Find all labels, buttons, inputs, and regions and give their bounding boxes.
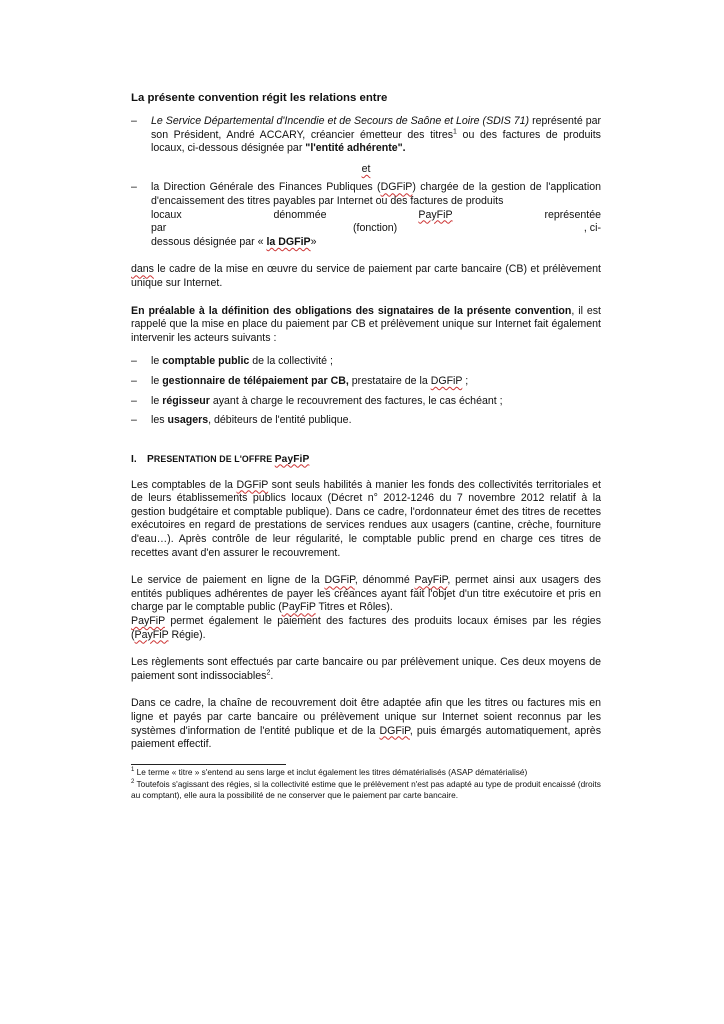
list-dash: – xyxy=(131,115,137,127)
paragraph-payfip-service: Le service de paiement en ligne de la DGFiP, dénommé PayFiP, permet ainsi aux usagers des entités publiques adhérentes de payer les créances ayant fait l'objet d'un titre exécutoire et pris en charge par le comptable public (PayFiP Titres et Rôles). PayFiP permet également le paiement des factures des produits locaux émises par les régies (PayFiP Régie). xyxy=(131,574,601,641)
party-sdis-text-a: représenté par son Président, André ACCARY, créancier émetteur des titres xyxy=(151,115,602,141)
paragraph-comptables: Les comptables de la DGFiP sont seuls habilités à manier les fonds des collectivités territoriales et de leurs établissements publics locaux (Décret n° 2012-1246 du 7 novembre 2012 relatif à la gestion budgétaire et comptable publique). Dans ce cadre, l'ordonnateur émet des titres de recettes exécutoires en regard de prestations de services rendues aux usagers (cantine, crèche, fourniture d'eau…). Après contrôle de leur régularité, le comptable public prend en charge ces titres de recettes avant d'en assurer le recouvrement. xyxy=(131,478,601,559)
list-item: – le régisseur ayant à charge le recouvrement des factures, le cas échéant ; xyxy=(131,394,503,407)
intro-heading: La présente convention régit les relations entre xyxy=(131,92,388,104)
dgfip-acronym: DGFiP xyxy=(380,181,413,194)
party-dgfip-designation-line: dessous désignée par « la DGFiP» xyxy=(151,235,317,248)
footnote-ref-1[interactable]: 1 xyxy=(453,128,457,136)
footnote-2: $^2$ Toutefois s'agissant des régies, si la collectivité estime que le prélèvement n'est pas adapté au type de produit encaissé (droits au comptant), elle aura la possibilité de ne conserver que le paiement par carte bancaire. xyxy=(131,779,601,800)
list-item: – les usagers, débiteurs de l'entité publique. xyxy=(131,414,352,427)
paragraph-reglements: Les règlements sont effectués par carte bancaire ou par prélèvement unique. Ces deux moyens de paiement sont indissociables$^2$. xyxy=(131,656,601,682)
list-dash: – xyxy=(131,181,137,194)
list-item: – le gestionnaire de télépaiement par CB, prestataire de la DGFiP ; xyxy=(131,374,469,387)
paragraph-chaine-recouvrement: Dans ce cadre, la chaîne de recouvrement doit être adaptée afin que les titres ou factures mis en ligne et payés par carte bancaire ou prélèvement unique sur Internet soient reconnus par les systèmes d'information de l'entité publique et de la DGFiP, puis émargés automatiquement, après paiement effectif. xyxy=(131,697,601,751)
party-sdis-text-b: ou des factures de produits locaux, ci-dessous désignée par xyxy=(151,128,601,155)
footnote-ref-2[interactable]: 2 xyxy=(266,669,271,677)
party-sdis-name: Le Service Départemental d'Incendie et de Secours de Saône et Loire (SDIS 71) xyxy=(151,115,530,127)
footnote-separator xyxy=(131,764,286,765)
party-dgfip-row2: par (fonction) , ci- xyxy=(151,222,601,235)
party-dgfip-designation: la DGFiP xyxy=(266,235,311,248)
party-dgfip-text: la Direction Générale des Finances Publiques (DGFiP) chargée de la gestion de l'application d'encaissement des titres payables par Internet ou des factures de produits xyxy=(151,181,601,207)
party-dgfip xyxy=(131,181,601,249)
party-sdis xyxy=(131,115,601,156)
party-dgfip-row1: locaux dénommée PayFiP représentée xyxy=(151,208,601,221)
actors-list xyxy=(131,355,601,427)
preamble-paragraph: En préalable à la définition des obligations des signataires de la présente convention, il est rappelé que la mise en place du paiement par CB et prélèvement unique sur Internet fait également intervenir les acteurs suivants : xyxy=(131,304,601,344)
document-body xyxy=(131,88,601,801)
section-heading: I. PRESENTATION DE L'OFFRE PayFiP xyxy=(131,453,310,465)
connector-et: et xyxy=(361,162,371,175)
footnote-1: $^1$ Le terme « titre » s'entend au sens large et inclut également les titres dématérialisés (ASAP dématérialisé) xyxy=(131,766,528,777)
payfip-name: PayFiP xyxy=(418,208,453,221)
party-sdis-designation: "l'entité adhérente". xyxy=(305,142,406,155)
list-item: – le comptable public de la collectivité ; xyxy=(131,355,333,368)
context-paragraph: dans le cadre de la mise en œuvre du service de paiement par carte bancaire (CB) et prélèvement unique sur Internet. xyxy=(131,263,601,289)
